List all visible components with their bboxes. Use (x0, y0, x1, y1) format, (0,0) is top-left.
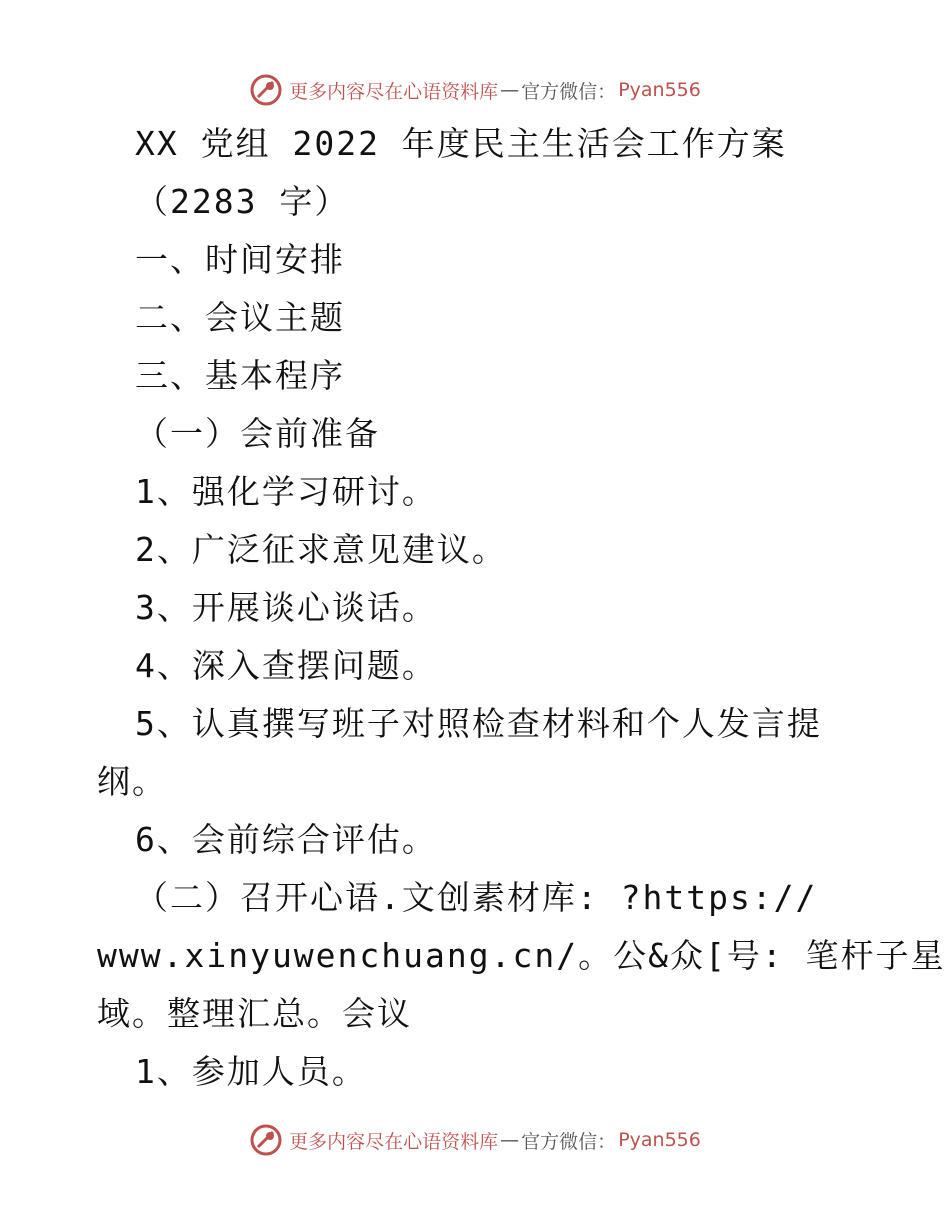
list-item-continuation: 纲。 (97, 762, 167, 801)
banner-wechat-label: 官方微信： (521, 1130, 617, 1153)
document-body (97, 115, 946, 1101)
list-item: 5、认真撰写班子对照检查材料和个人发言提 (135, 704, 822, 743)
banner-separator: — (500, 79, 520, 101)
document-title: XX 党组 2022 年度民主生活会工作方案 (135, 124, 787, 163)
logo-icon (249, 73, 283, 107)
banner-text: 更多内容尽在心语资料库 (289, 80, 499, 103)
header-watermark (0, 70, 950, 110)
paragraph-line: 域。整理汇总。会议 (97, 994, 412, 1033)
subsection-heading: （二）召开心语.文创素材库: ?https:// (135, 878, 818, 917)
list-item: 1、参加人员。 (135, 1052, 367, 1091)
paragraph-line: www.xinyuwenchuang.cn/。公&众[号: 笔杆子星 (97, 936, 946, 975)
section-heading: 二、会议主题 (135, 298, 345, 337)
banner-wechat-id: Pyan556 (618, 1129, 701, 1151)
banner-separator: — (500, 1129, 520, 1151)
subsection-heading: （一）会前准备 (135, 414, 380, 453)
banner-wechat-label: 官方微信： (521, 80, 617, 103)
list-item: 4、深入查摆问题。 (135, 646, 437, 685)
section-heading: 三、基本程序 (135, 356, 345, 395)
banner-wechat-id: Pyan556 (618, 79, 701, 101)
word-count: （2283 字） (135, 182, 350, 221)
section-heading: 一、时间安排 (135, 240, 345, 279)
banner-text: 更多内容尽在心语资料库 (289, 1130, 499, 1153)
list-item: 1、强化学习研讨。 (135, 472, 437, 511)
list-item: 6、会前综合评估。 (135, 820, 437, 859)
list-item: 2、广泛征求意见建议。 (135, 530, 507, 569)
list-item: 3、开展谈心谈话。 (135, 588, 437, 627)
footer-watermark (0, 1120, 950, 1160)
logo-icon (249, 1123, 283, 1157)
